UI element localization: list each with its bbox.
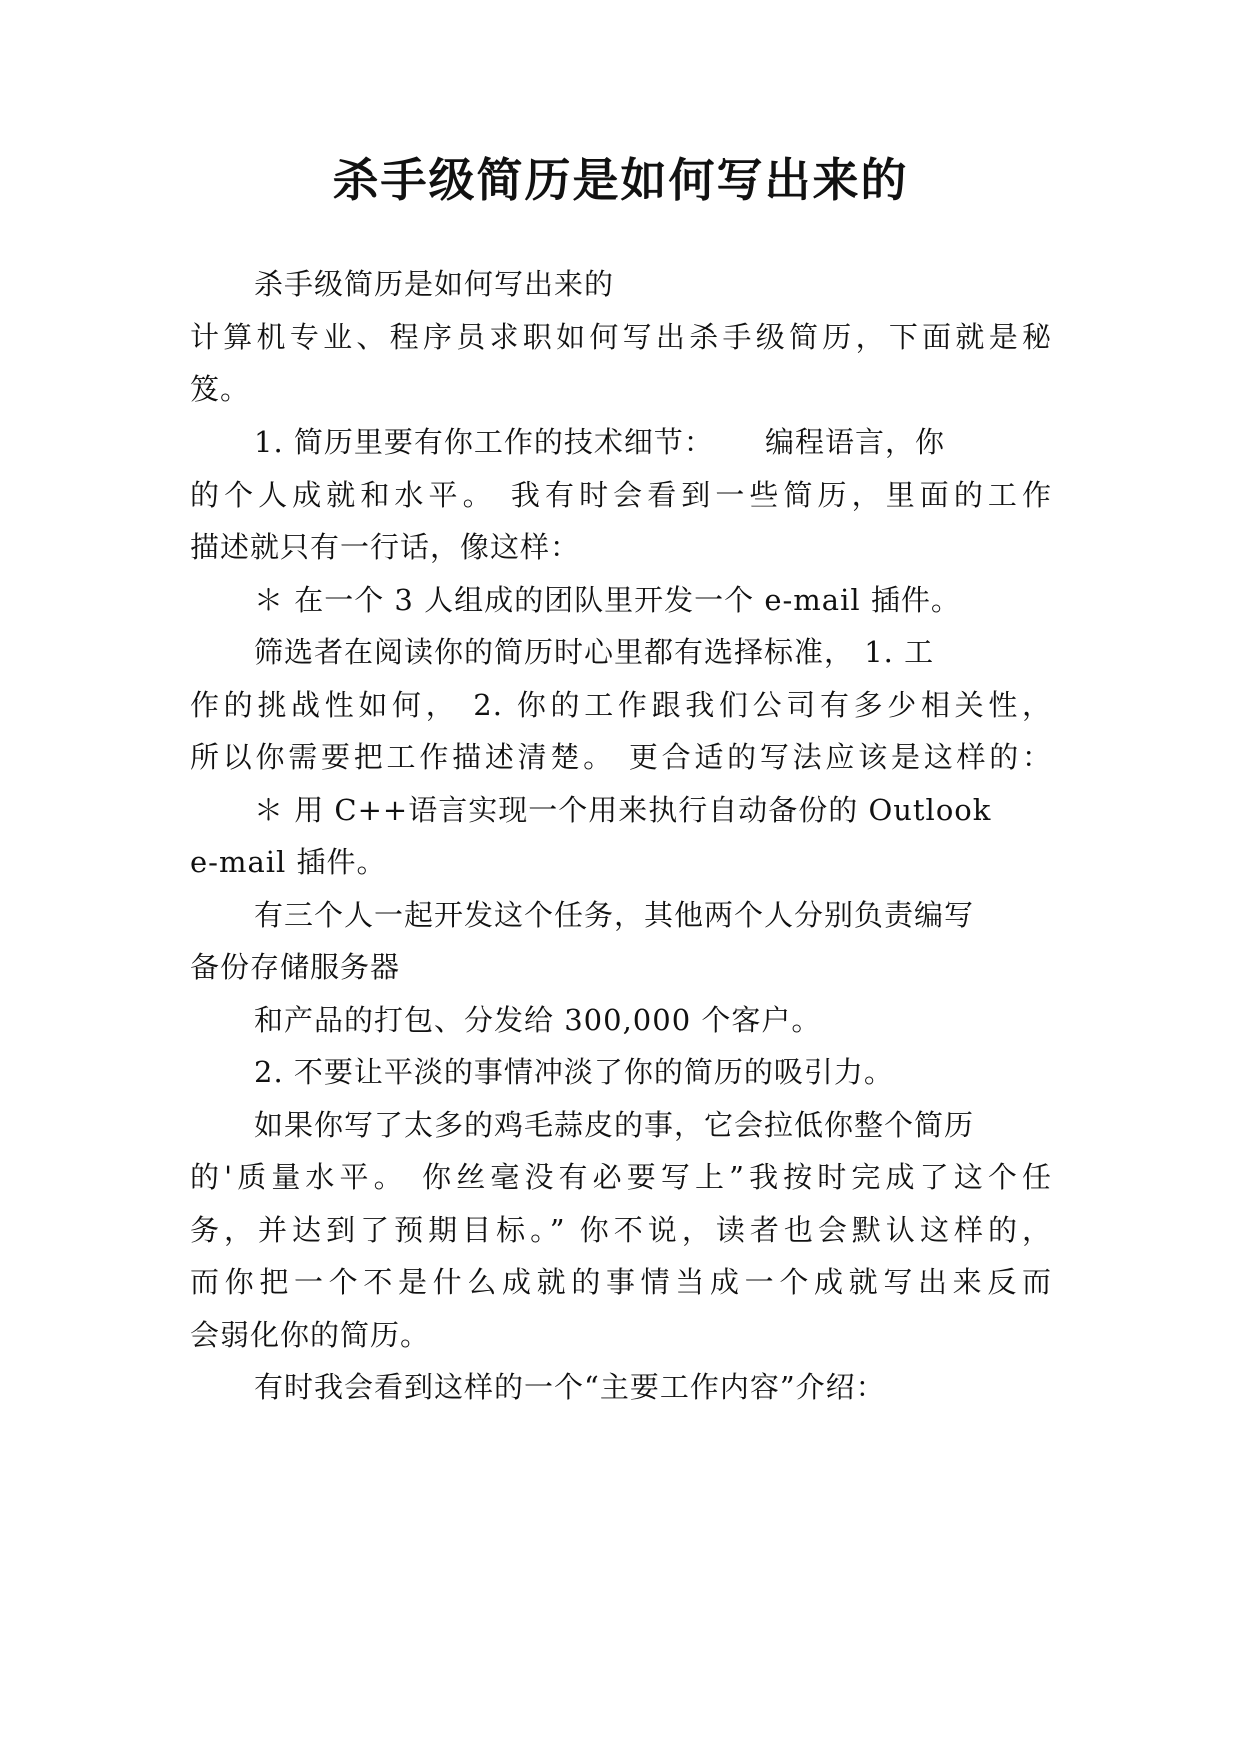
text-line: 的'质量水平。 你丝毫没有必要写上”我按时完成了这个任 <box>190 1160 1052 1194</box>
text-line: 所以你需要把工作描述清楚。 更合适的写法应该是这样的： <box>190 740 1052 774</box>
text-line: 备份存储服务器 <box>190 950 401 984</box>
text-line: 而你把一个不是什么成就的事情当成一个成就写出来反而 <box>190 1265 1052 1299</box>
text-line: e-mail 插件。 <box>190 845 387 879</box>
text-line: 的个人成就和水平。 我有时会看到一些简历，里面的工作 <box>190 478 1052 512</box>
text-line: 会弱化你的简历。 <box>190 1318 431 1352</box>
text-line: 务，并达到了预期目标。” 你不说，读者也会默认这样的， <box>190 1213 1052 1247</box>
text-line: 2. 不要让平淡的事情冲淡了你的简历的吸引力。 <box>254 1055 894 1089</box>
text-line: 作的挑战性如何， 2. 你的工作跟我们公司有多少相关性， <box>190 688 1052 722</box>
text-line: 和产品的打包、分发给 300,000 个客户。 <box>254 1003 822 1037</box>
text-line: ＊ 用 C++语言实现一个用来执行自动备份的 Outlook <box>254 793 992 827</box>
text-line: 筛选者在阅读你的简历时心里都有选择标准， 1. 工 <box>254 635 935 669</box>
text-line: 有三个人一起开发这个任务，其他两个人分别负责编写 <box>254 898 975 932</box>
text-line: 1. 简历里要有你工作的技术细节： 编程语言，你 <box>254 425 945 459</box>
text-line: 如果你写了太多的鸡毛蒜皮的事，它会拉低你整个简历 <box>254 1108 975 1142</box>
text-line: 有时我会看到这样的一个“主要工作内容”介绍： <box>254 1370 886 1404</box>
document-title: 杀手级简历是如何写出来的 <box>332 153 909 207</box>
text-line: 计算机专业、程序员求职如何写出杀手级简历，下面就是秘 <box>190 320 1052 354</box>
text-line: 描述就只有一行话，像这样： <box>190 530 581 564</box>
text-line: ＊ 在一个 3 人组成的团队里开发一个 e-mail 插件。 <box>254 583 961 617</box>
text-line: 杀手级简历是如何写出来的 <box>254 267 615 301</box>
text-line: 笈。 <box>190 372 251 406</box>
